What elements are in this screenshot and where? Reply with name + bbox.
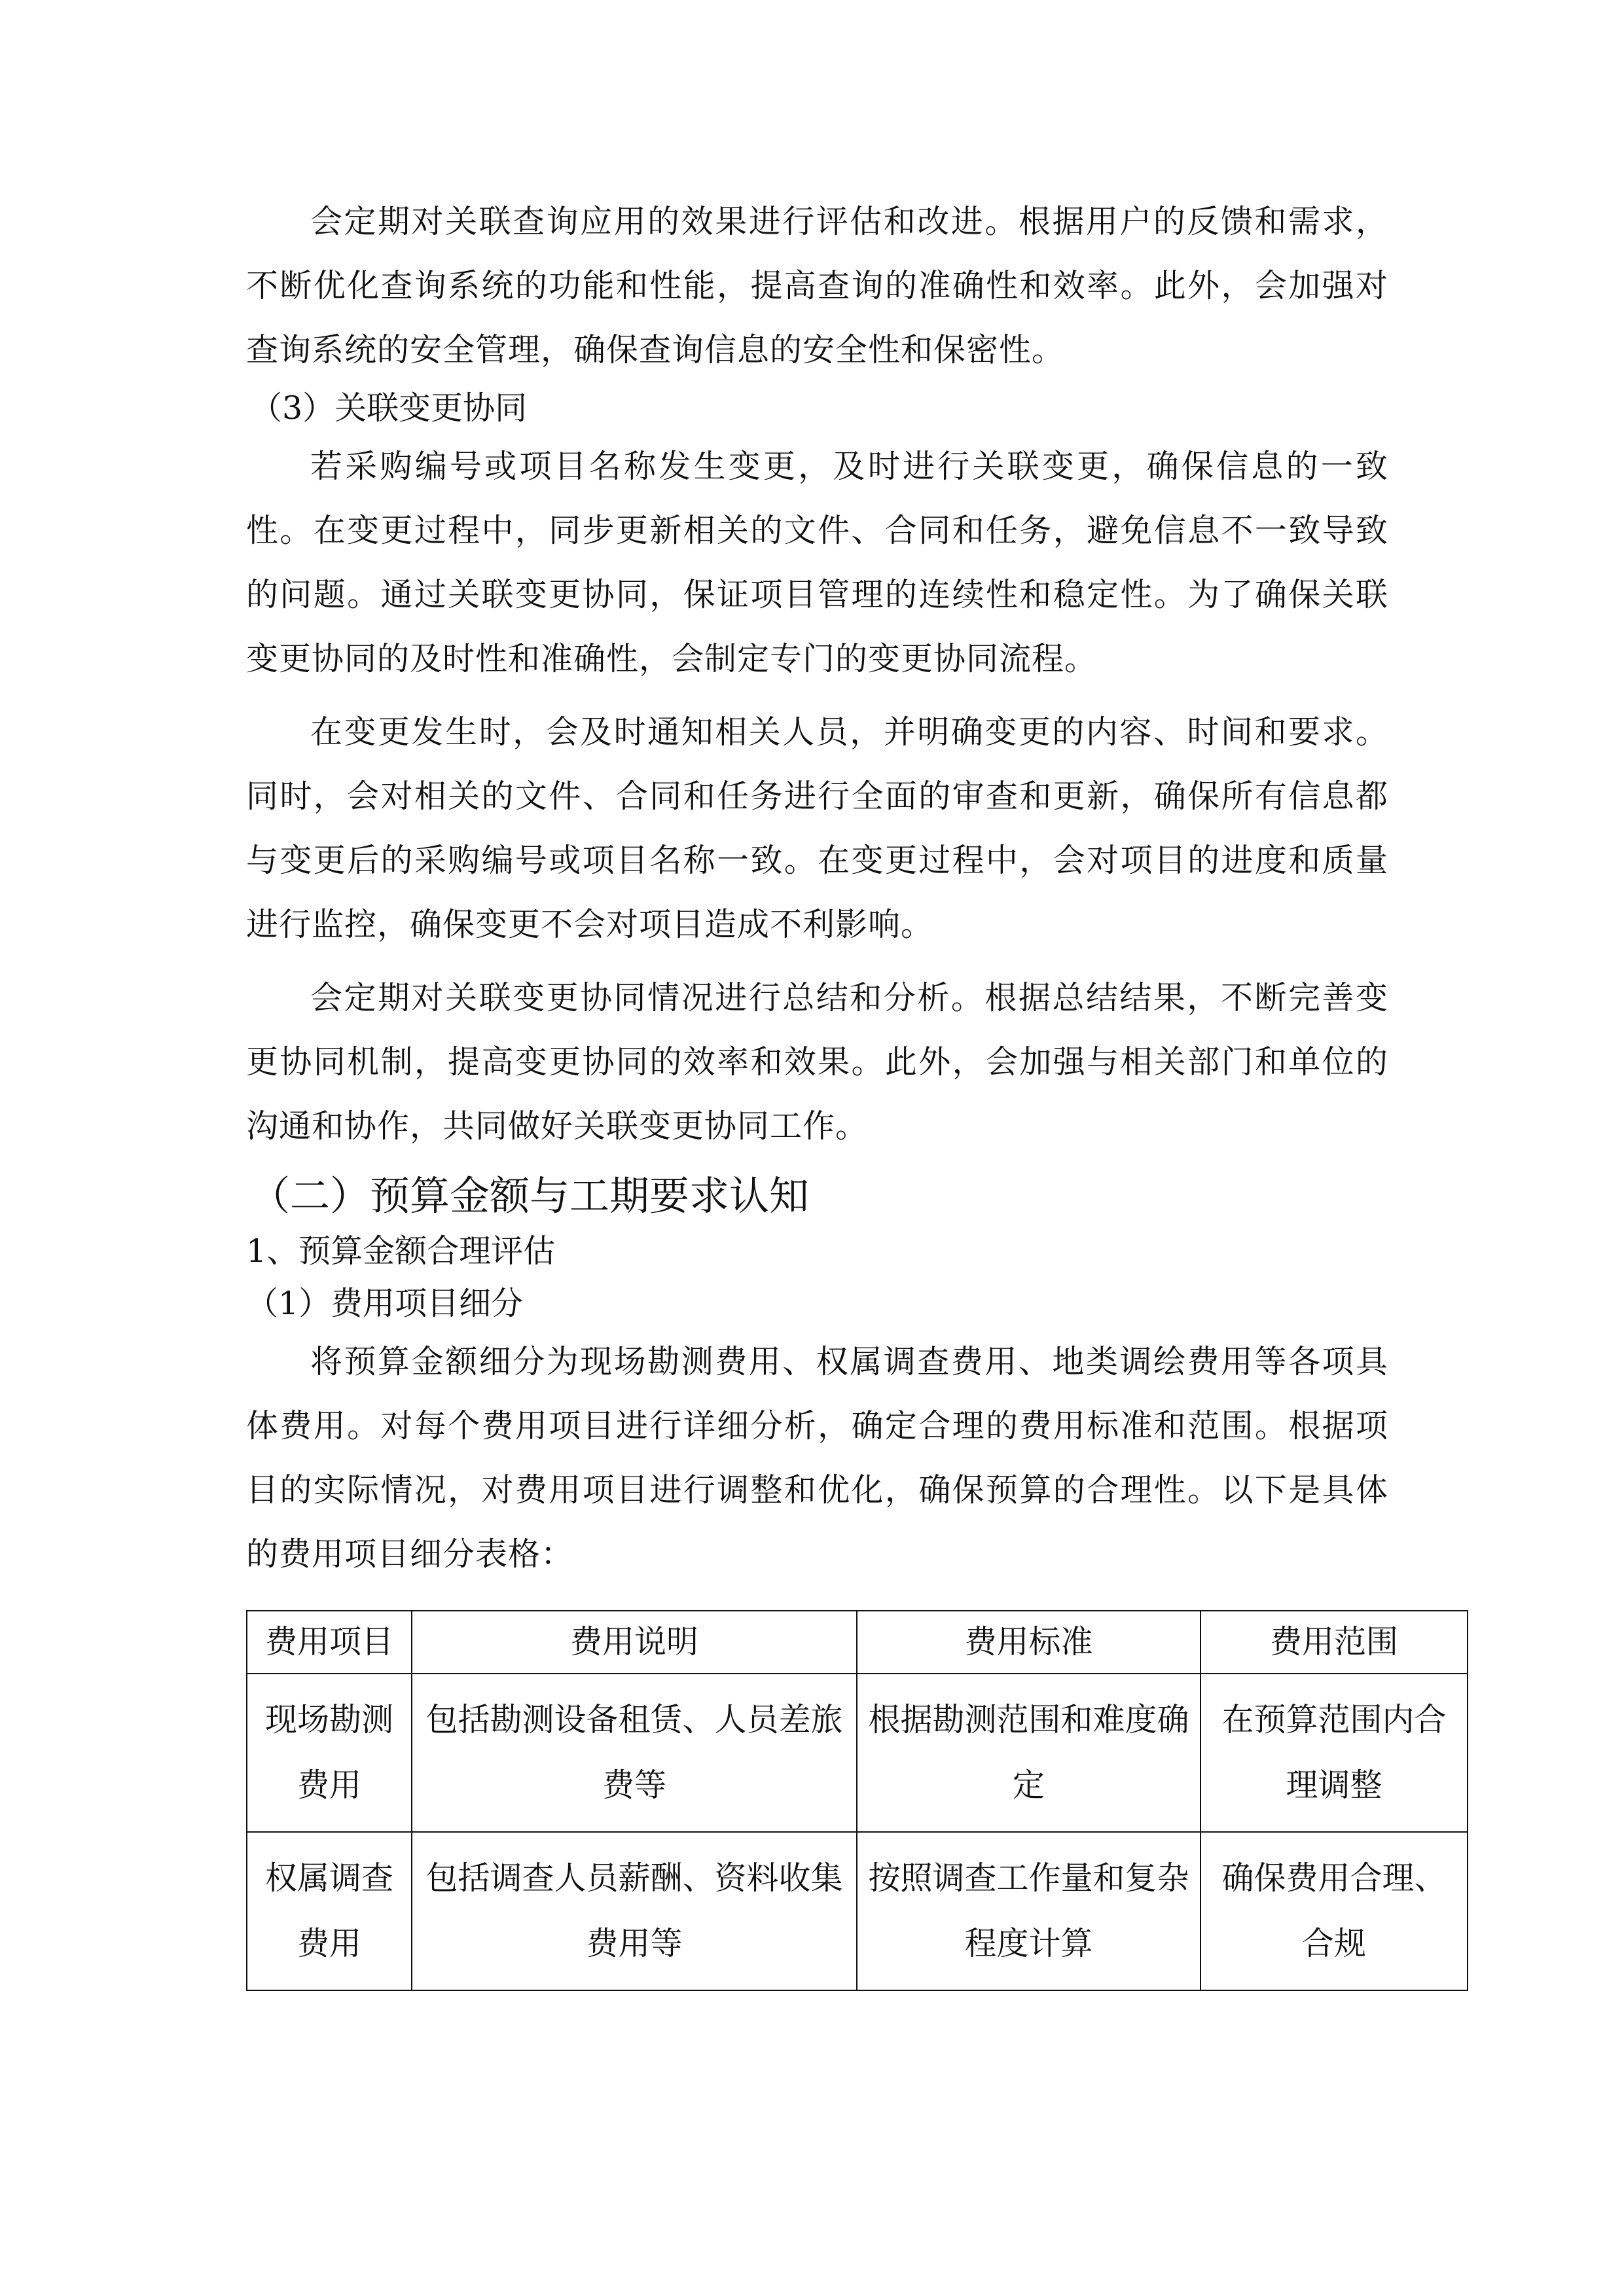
sub-heading-cost-breakdown: （1）费用项目细分: [246, 1285, 524, 1322]
sub-heading-change-coordination: （3）关联变更协同: [250, 389, 528, 427]
paragraph-change-notify: 在变更发生时，会及时通知相关人员，并明确变更的内容、时间和要求。同时，会对相关的文件、合同和任务进行全面的审查和更新，确保所有信息都与变更后的采购编号或项目名称一致。在变更过程中，会对项目的进度和质量进行监控，确保变更不会对项目造成不利影响。: [246, 713, 1388, 943]
column-header-description: 费用说明: [412, 1611, 857, 1674]
column-header-item: 费用项目: [247, 1611, 412, 1674]
paragraph-change-summary: 会定期对关联变更协同情况进行总结和分析。根据总结结果，不断完善变更协同机制，提高变更协同的效率和效果。此外，会加强与相关部门和单位的沟通和协作，共同做好关联变更协同工作。: [246, 979, 1388, 1145]
table-cell: 权属调查费用: [247, 1832, 412, 1990]
cost-breakdown-table: [246, 1610, 1468, 1991]
table-header-row: [247, 1611, 1468, 1674]
heading-budget-evaluation: 1、预算金额合理评估: [246, 1232, 556, 1270]
table-cell: 在预算范围内合理调整: [1200, 1674, 1468, 1832]
table-cell: 包括勘测设备租赁、人员差旅费等: [412, 1674, 857, 1832]
document-page: [246, 190, 1447, 1991]
column-header-range: 费用范围: [1200, 1611, 1468, 1674]
table-row: [247, 1674, 1468, 1832]
table-cell: 按照调查工作量和复杂程度计算: [857, 1832, 1200, 1990]
paragraph-change-sync: 若采购编号或项目名称发生变更，及时进行关联变更，确保信息的一致性。在变更过程中，同步更新相关的文件、合同和任务，避免信息不一致导致的问题。通过关联变更协同，保证项目管理的连续性和稳定性。为了确保关联变更协同的及时性和准确性，会制定专门的变更协同流程。: [246, 448, 1388, 677]
table-cell: 根据勘测范围和难度确定: [857, 1674, 1200, 1832]
table-cell: 确保费用合理、合规: [1200, 1832, 1468, 1990]
paragraph-table-intro: 将预算金额细分为现场勘测费用、权属调查费用、地类调绘费用等各项具体费用。对每个费用项目进行详细分析，确定合理的费用标准和范围。根据项目的实际情况，对费用项目进行调整和优化，确保预算的合理性。以下是具体的费用项目细分表格：: [246, 1343, 1388, 1573]
table-row: [247, 1832, 1468, 1990]
paragraph-query-evaluation: 会定期对关联查询应用的效果进行评估和改进。根据用户的反馈和需求，不断优化查询系统的功能和性能，提高查询的准确性和效率。此外，会加强对查询系统的安全管理，确保查询信息的安全性和保密性。: [246, 203, 1388, 368]
section-heading-budget: （二）预算金额与工期要求认知: [250, 1173, 810, 1219]
table-cell: 包括调查人员薪酬、资料收集费用等: [412, 1832, 857, 1990]
table-cell: 现场勘测费用: [247, 1674, 412, 1832]
column-header-standard: 费用标准: [857, 1611, 1200, 1674]
